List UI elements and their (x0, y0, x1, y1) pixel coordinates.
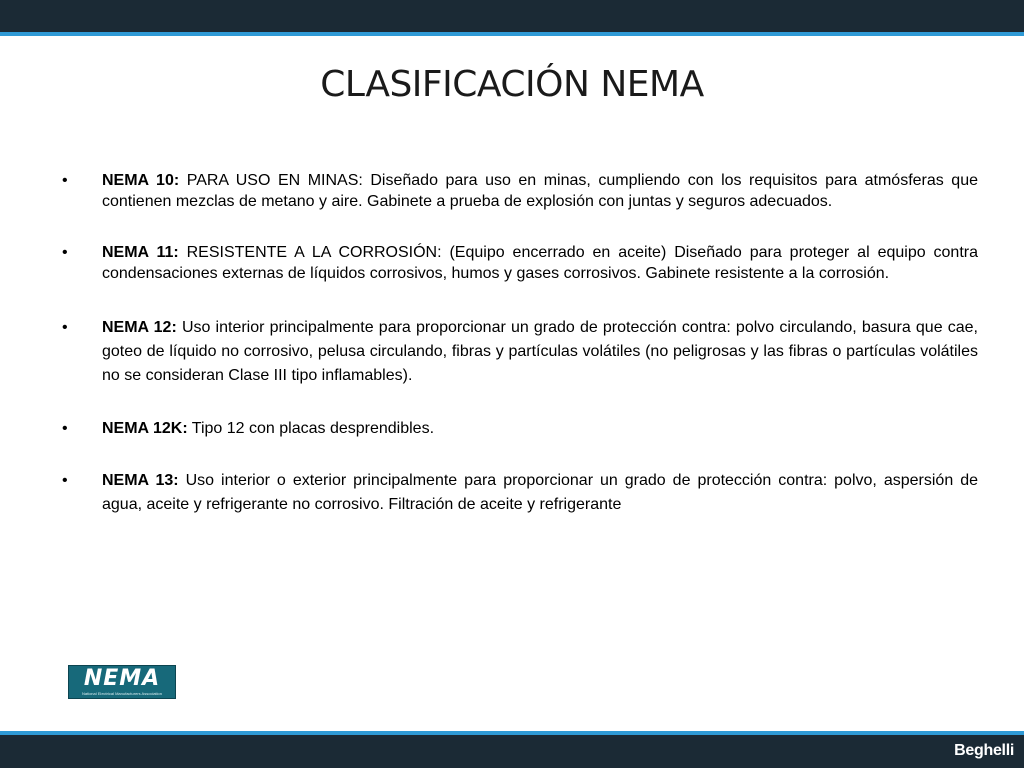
list-item-nema-10 (62, 170, 978, 212)
bullet: • (62, 472, 68, 489)
item-text: Tipo 12 con placas desprendibles. (187, 420, 435, 437)
bottom-bar (0, 735, 1024, 768)
item-label: NEMA 10: (102, 172, 180, 189)
bullet: • (62, 420, 68, 437)
item-text: PARA USO EN MINAS: Diseñado para uso en minas, cumpliendo con los requisitos para atmósferas que contienen mezclas de metano y aire. Gabinete a prueba de explosión con juntas y seguros adecuados. (102, 172, 978, 210)
brand-logo: Beghelli (954, 742, 1014, 759)
list-item-nema-12 (62, 316, 978, 388)
bullet: • (62, 244, 68, 261)
bullet: • (62, 319, 68, 336)
item-text: Uso interior o exterior principalmente para proporcionar un grado de protección contra: polvo, aspersión de agua, aceite y refrigerante no corrosivo. Filtración de aceite y refrigerante (102, 472, 978, 513)
list-item-nema-13 (62, 469, 978, 517)
top-bar (0, 0, 1024, 32)
item-label: NEMA 12: (102, 319, 177, 336)
list-item-nema-12k (62, 418, 978, 439)
slide-title: CLASIFICACIÓN NEMA (320, 64, 704, 105)
bullet: • (62, 172, 68, 189)
nema-classification-list (62, 170, 978, 517)
item-label: NEMA 13: (102, 472, 179, 489)
nema-logo-text: NEMA (83, 666, 161, 691)
list-item-nema-11 (62, 242, 978, 284)
item-text: Uso interior principalmente para proporcionar un grado de protección contra: polvo circulando, basura que cae, goteo de líquido no corrosivo, pelusa circulando, fibras y partículas volátiles (no peligrosas y las fibras o partículas volátiles no se consideran Clase III tipo inflamables). (102, 319, 978, 384)
nema-logo (68, 665, 176, 699)
top-accent-stripe (0, 32, 1024, 36)
nema-logo-subtitle: National Electrical Manufacturers Association (81, 691, 163, 696)
item-label: NEMA 12K: (102, 420, 188, 437)
item-label: NEMA 11: (102, 244, 179, 261)
item-text: RESISTENTE A LA CORROSIÓN: (Equipo encerrado en aceite) Diseñado para proteger al equipo contra condensaciones externas de líquidos corrosivos, humos y gases corrosivos. Gabinete resistente a la corrosión. (102, 244, 979, 282)
